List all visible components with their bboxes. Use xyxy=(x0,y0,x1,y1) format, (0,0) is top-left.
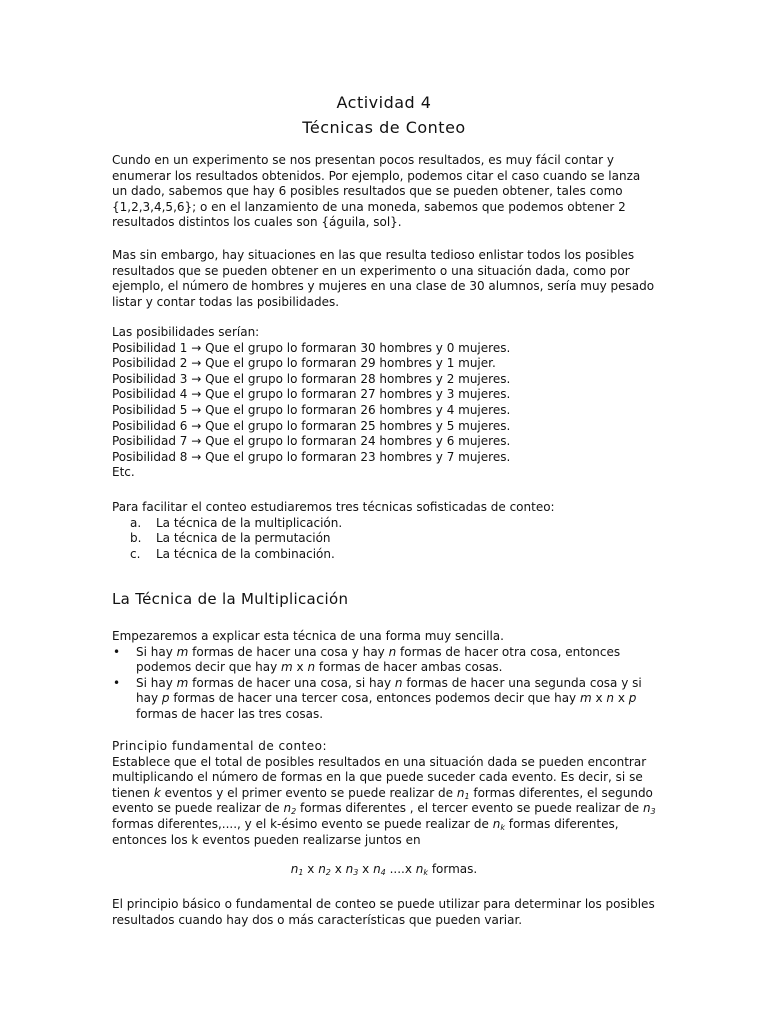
text-run: formas diferentes,...., y el k-ésimo evento se puede realizar de xyxy=(112,816,493,831)
text-run: formas de hacer otra cosa, entonces podemos decir que hay xyxy=(136,644,621,675)
possibilities-etc: Etc. xyxy=(112,465,135,480)
multiplication-bullets xyxy=(112,645,657,723)
text-run: Establece que el total de posibles resultados en una situación dada se pueden encontrar multiplicando el número de formas en la que puede suceder cada evento. Es decir, si se tienen xyxy=(112,754,647,800)
var-n: n xyxy=(307,660,316,675)
text-run: eventos y el primer evento se puede realizar de xyxy=(160,785,457,800)
technique-text: La técnica de la multiplicación. xyxy=(156,515,343,530)
technique-item xyxy=(112,547,657,563)
final-text: El principio básico o fundamental de conteo se puede utilizar para determinar los posibles resultados cuando hay dos o más características que pueden variar. xyxy=(112,897,655,927)
subscript: 3 xyxy=(650,807,656,817)
var-m: m xyxy=(176,644,189,659)
text-run: formas diferentes , el tercer evento se puede realizar de xyxy=(296,801,643,816)
subscript: k xyxy=(423,868,429,877)
text-run: Si hay xyxy=(136,644,177,659)
possibility-item: Posibilidad 4 → Que el grupo lo formaran 27 hombres y 3 mujeres. xyxy=(112,387,511,402)
times-sign: x xyxy=(358,862,374,876)
var-n: n xyxy=(318,862,326,876)
document-subtitle: Técnicas de Conteo xyxy=(302,118,466,137)
principle-section xyxy=(112,739,657,848)
final-paragraph xyxy=(112,897,657,928)
var-n: n xyxy=(606,691,615,706)
technique-label: b. xyxy=(130,531,142,546)
technique-item xyxy=(112,516,657,532)
technique-text: La técnica de la combinación. xyxy=(156,546,335,561)
principle-text xyxy=(112,755,657,849)
var-n: n xyxy=(456,785,465,800)
intro-text: Cundo en un experimento se nos presentan pocos resultados, es muy fácil contar y enumerar los resultados obtenidos. Por ejemplo, podemos citar el caso cuando se lanza un dado, sabemos que hay 6 posibles resultados que se pueden obtener, tales como {1,2,3,4,5,6}; o en el lanzamiento de una moneda, sabemos que podemos obtener 2 resultados distintos los cuales son {águila, sol}. xyxy=(112,153,641,230)
principle-title: Principio fundamental de conteo: xyxy=(112,739,328,753)
subscript: 3 xyxy=(353,868,359,877)
text-run: formas de hacer una cosa y hay xyxy=(188,644,389,659)
possibility-item: Posibilidad 6 → Que el grupo lo formaran 25 hombres y 5 mujeres. xyxy=(112,418,511,433)
multiplication-intro: Empezaremos a explicar esta técnica de una forma muy sencilla. xyxy=(112,629,504,643)
second-paragraph xyxy=(112,248,657,310)
var-m: m xyxy=(176,675,189,690)
var-n: n xyxy=(290,862,299,876)
technique-text: La técnica de la permutación xyxy=(156,531,331,546)
document-title: Actividad 4 xyxy=(336,93,432,112)
possibility-item: Posibilidad 7 → Que el grupo lo formaran 24 hombres y 6 mujeres. xyxy=(112,434,511,449)
text-run: formas. xyxy=(428,862,478,876)
subscript: 1 xyxy=(464,791,470,801)
technique-label: c. xyxy=(130,546,141,561)
text-run: Si hay xyxy=(136,675,177,690)
bullet-icon: • xyxy=(113,675,121,690)
var-p: p xyxy=(161,691,170,706)
bullet-icon: • xyxy=(113,644,121,659)
techniques-intro: Para facilitar el conteo estudiaremos tres técnicas sofisticadas de conteo: xyxy=(112,500,555,514)
section-heading-multiplication: La Técnica de la Multiplicación xyxy=(112,590,349,608)
text-run: formas de hacer las tres cosas. xyxy=(136,706,324,721)
possibility-item: Posibilidad 1 → Que el grupo lo formaran 30 hombres y 0 mujeres. xyxy=(112,340,511,355)
subscript: 2 xyxy=(291,807,297,817)
text-run: formas de hacer ambas cosas. xyxy=(315,660,503,675)
multiplication-section xyxy=(112,629,657,723)
times-sign: x xyxy=(292,660,308,675)
text-run: formas de hacer una segunda cosa y si hay xyxy=(136,675,642,706)
possibility-item: Posibilidad 3 → Que el grupo lo formaran 28 hombres y 2 mujeres. xyxy=(112,371,511,386)
var-p: p xyxy=(628,691,637,706)
technique-label: a. xyxy=(130,515,142,530)
var-n: n xyxy=(492,816,501,831)
times-sign: x xyxy=(614,691,629,706)
text-run: formas de hacer una tercer cosa, entonces podemos decir que hay xyxy=(169,691,580,706)
possibilities-list xyxy=(112,325,657,481)
possibility-item: Posibilidad 5 → Que el grupo lo formaran 26 hombres y 4 mujeres. xyxy=(112,402,511,417)
techniques-list xyxy=(112,516,657,563)
possibility-item: Posibilidad 8 → Que el grupo lo formaran 23 hombres y 7 mujeres. xyxy=(112,449,511,464)
second-paragraph-text: Mas sin embargo, hay situaciones en las que resulta tedioso enlistar todos los posibles resultados que se pueden obtener en un experimento o una situación dada, como por ejemplo, el número de hombres y mujeres en una clase de 30 alumnos, sería muy pesado listar y contar todas las posibilidades. xyxy=(112,248,655,309)
var-n: n xyxy=(373,862,381,876)
text-run: formas diferentes, entonces los k eventos pueden realizarse juntos en xyxy=(112,816,619,847)
text-run: formas de hacer una cosa, si hay xyxy=(188,675,395,690)
subscript: 2 xyxy=(325,868,331,877)
subscript: 1 xyxy=(298,868,304,877)
text-run: formas diferentes, el segundo evento se puede realizar de xyxy=(112,785,653,816)
var-n: n xyxy=(283,801,292,816)
times-sign: x xyxy=(591,691,607,706)
subscript: k xyxy=(500,822,505,832)
techniques-section xyxy=(112,500,657,562)
var-n: n xyxy=(415,862,424,876)
var-n: n xyxy=(345,862,354,876)
var-n: n xyxy=(394,675,403,690)
technique-item xyxy=(112,531,657,547)
ellipsis-times: ....x xyxy=(385,862,416,876)
times-sign: x xyxy=(330,862,346,876)
var-n: n xyxy=(388,644,397,659)
var-m: m xyxy=(281,660,293,675)
times-sign: x xyxy=(303,862,319,876)
possibility-item: Posibilidad 2 → Que el grupo lo formaran 29 hombres y 1 mujer. xyxy=(112,356,496,371)
bullet-item xyxy=(112,676,657,723)
var-k: k xyxy=(153,785,161,800)
formula xyxy=(0,862,768,878)
var-m: m xyxy=(579,691,592,706)
intro-paragraph xyxy=(112,153,657,231)
var-n: n xyxy=(642,801,651,816)
possibilities-intro: Las posibilidades serían: xyxy=(112,325,260,339)
bullet-item xyxy=(112,645,657,676)
subscript: 4 xyxy=(380,868,386,877)
